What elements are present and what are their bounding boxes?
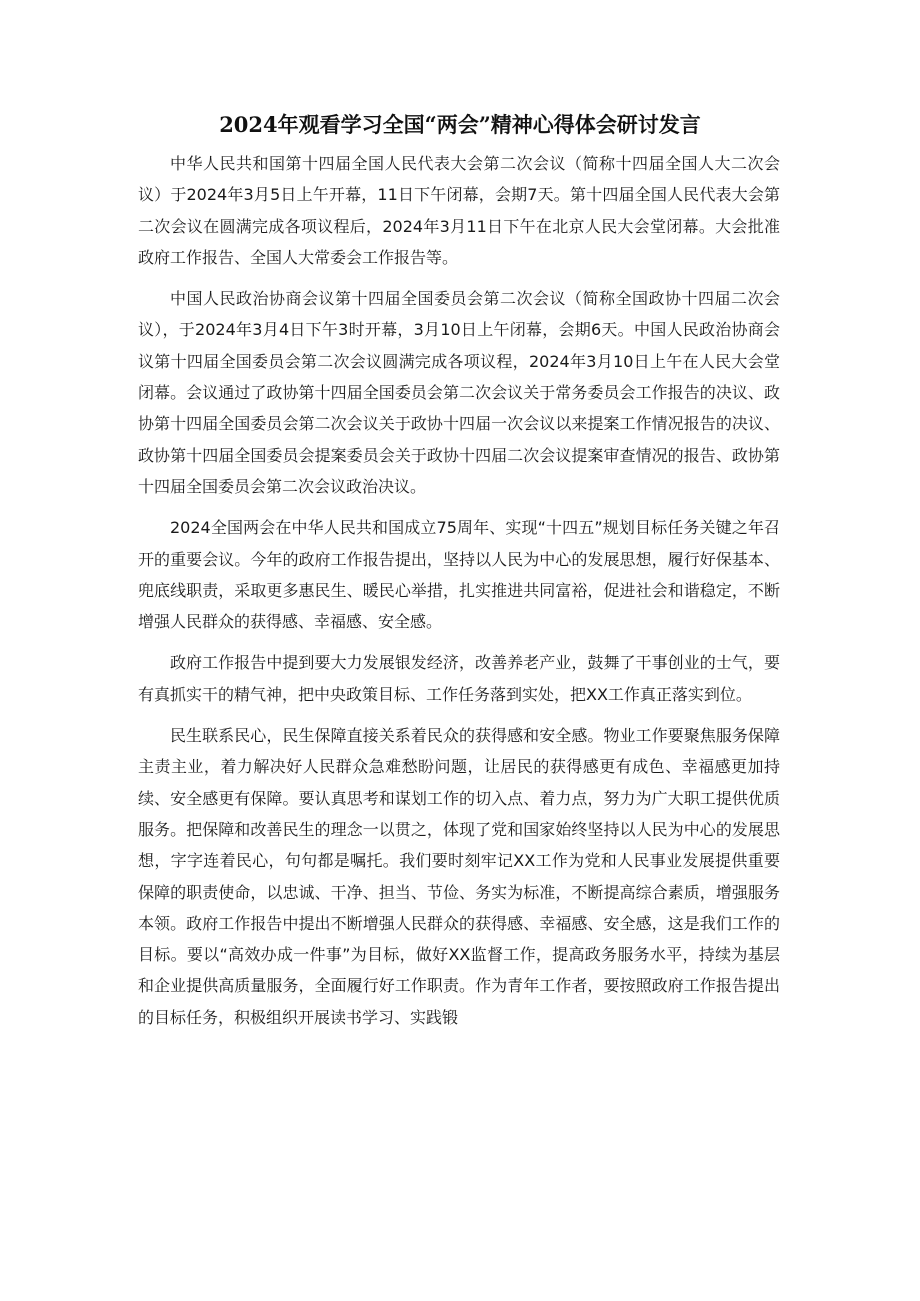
paragraph-2: 中国人民政治协商会议第十四届全国委员会第二次会议（简称全国政协十四届二次会议），于2024年3月4日下午3时开幕，3月10日上午闭幕，会期6天。中国人民政治协商会议第十四届全国委员会第二次会议圆满完成各项议程，2024年3月10日上午在人民大会堂闭幕。会议通过了政协第十四届全国委员会第二次会议关于常务委员会工作报告的决议、政协第十四届全国委员会第二次会议关于政协十四届一次会议以来提案工作情况报告的决议、政协第十四届全国委员会提案委员会关于政协十四届二次会议提案审查情况的报告、政协第十四届全国委员会第二次会议政治决议。 <box>138 289 780 496</box>
paragraph-3: 2024全国两会在中华人民共和国成立75周年、实现“十四五”规划目标任务关键之年召开的重要会议。今年的政府工作报告提出，坚持以人民为中心的发展思想，履行好保基本、兜底线职责，采取更多惠民生、暖民心举措，扎实推进共同富裕，促进社会和谐稳定，不断增强人民群众的获得感、幸福感、安全感。 <box>138 518 780 632</box>
document-body <box>138 148 780 1043</box>
paragraph-1: 中华人民共和国第十四届全国人民代表大会第二次会议（简称十四届全国人大二次会议）于2024年3月5日上午开幕，11日下午闭幕，会期7天。第十四届全国人民代表大会第二次会议在圆满完成各项议程后，2024年3月11日下午在北京人民大会堂闭幕。大会批准政府工作报告、全国人大常委会工作报告等。 <box>138 154 780 267</box>
document-title: 2024年观看学习全国“两会”精神心得体会研讨发言 <box>219 112 701 137</box>
paragraph-4: 政府工作报告中提到要大力发展银发经济，改善养老产业，鼓舞了干事创业的士气，要有真抓实干的精气神，把中央政策目标、工作任务落到实处，把XX工作真正落实到位。 <box>138 653 780 704</box>
paragraph-5: 民生联系民心，民生保障直接关系着民众的获得感和安全感。物业工作要聚焦服务保障主责主业，着力解决好人民群众急难愁盼问题，让居民的获得感更有成色、幸福感更加持续、安全感更有保障。要认真思考和谋划工作的切入点、着力点，努力为广大职工提供优质服务。把保障和改善民生的理念一以贯之，体现了党和国家始终坚持以人民为中心的发展思想，字字连着民心，句句都是嘱托。我们要时刻牢记XX工作为党和人民事业发展提供重要保障的职责使命，以忠诚、干净、担当、节俭、务实为标准，不断提高综合素质，增强服务本领。政府工作报告中提出不断增强人民群众的获得感、幸福感、安全感，这是我们工作的目标。要以“高效办成一件事”为目标，做好XX监督工作，提高政务服务水平，持续为基层和企业提供高质量服务，全面履行好工作职责。作为青年工作者，要按照政府工作报告提出的目标任务，积极组织开展读书学习、实践锻 <box>138 726 780 1027</box>
